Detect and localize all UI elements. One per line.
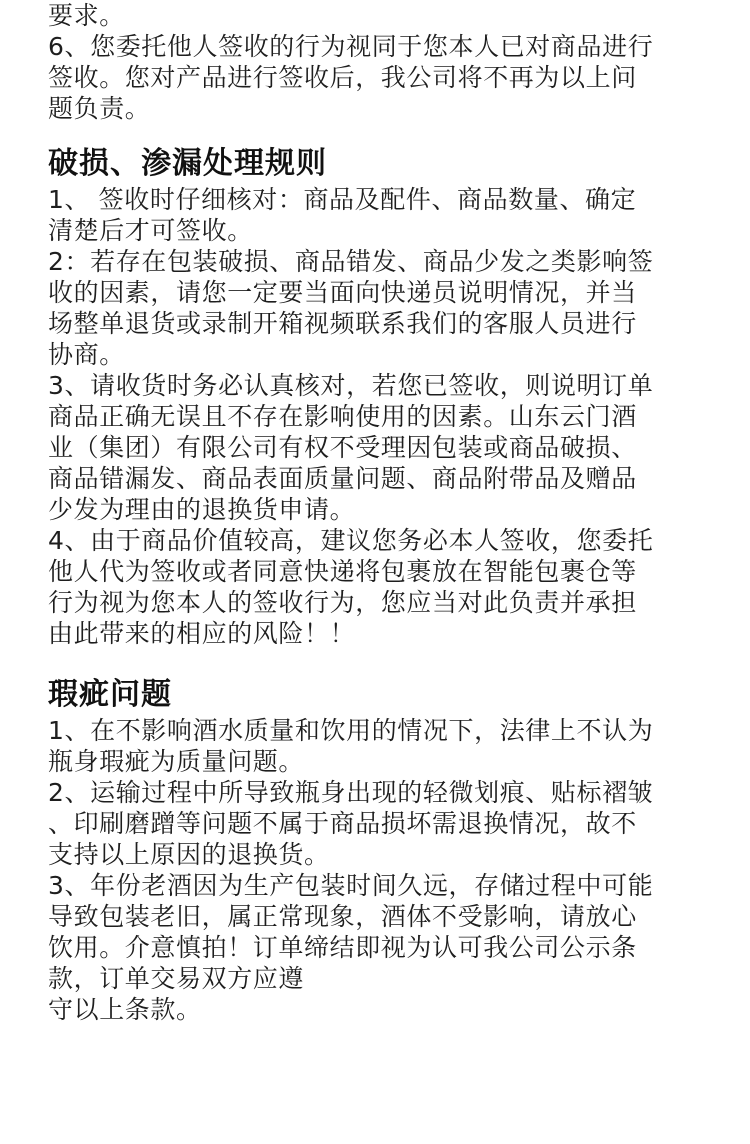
damage-line: 他人代为签收或者同意快递将包裹放在智能包裹仓等: [48, 557, 637, 586]
policy-document: [48, 0, 738, 1025]
intro-line: 题负责。: [48, 94, 151, 123]
flaw-line: 3、年份老酒因为生产包装时间久远，存储过程中可能: [48, 871, 654, 900]
flaw-line: 2、运输过程中所导致瓶身出现的轻微划痕、贴标褶皱: [48, 778, 654, 807]
intro-line: 要求。: [48, 1, 125, 30]
damage-line: 少发为理由的退换货申请。: [48, 495, 356, 524]
damage-line: 清楚后才可签收。: [48, 216, 253, 245]
damage-line: 场整单退货或录制开箱视频联系我们的客服人员进行: [48, 309, 637, 338]
damage-line: 商品正确无误且不存在影响使用的因素。山东云门酒: [48, 402, 637, 431]
damage-line: 由此带来的相应的风险！！: [48, 619, 356, 648]
intro-line: 6、您委托他人签收的行为视同于您本人已对商品进行: [48, 32, 654, 61]
damage-line: 行为视为您本人的签收行为，您应当对此负责并承担: [48, 588, 637, 617]
damage-line: 协商。: [48, 340, 125, 369]
damage-section: [48, 144, 738, 649]
flaw-section-title: 瑕疵问题: [48, 677, 172, 712]
damage-line: 2：若存在包装破损、商品错发、商品少发之类影响签: [48, 247, 654, 276]
flaw-line: 导致包装老旧，属正常现象，酒体不受影响，请放心: [48, 902, 637, 931]
intro-line: 签收。您对产品进行签收后，我公司将不再为以上问: [48, 63, 637, 92]
flaw-line: 1、在不影响酒水质量和饮用的情况下，法律上不认为: [48, 716, 654, 745]
flaw-section: [48, 675, 738, 1025]
damage-section-title: 破损、渗漏处理规则: [48, 146, 327, 181]
damage-line: 3、请收货时务必认真核对，若您已签收，则说明订单: [48, 371, 654, 400]
damage-line: 4、由于商品价值较高，建议您务必本人签收，您委托: [48, 526, 654, 555]
intro-block: [48, 0, 738, 124]
flaw-line: 饮用。介意慎拍！订单缔结即视为认可我公司公示条: [48, 933, 637, 962]
flaw-line: 支持以上原因的退换货。: [48, 840, 330, 869]
damage-line: 1、 签收时仔细核对：商品及配件、商品数量、确定: [48, 185, 637, 214]
damage-line: 收的因素，请您一定要当面向快递员说明情况，并当: [48, 278, 637, 307]
flaw-line: 瓶身瑕疵为质量问题。: [48, 747, 305, 776]
damage-line: 商品错漏发、商品表面质量问题、商品附带品及赠品: [48, 464, 637, 493]
flaw-line: 守以上条款。: [48, 995, 202, 1024]
flaw-line: 、印刷磨蹭等问题不属于商品损坏需退换情况，故不: [48, 809, 637, 838]
flaw-line: 款，订单交易双方应遵: [48, 964, 305, 993]
damage-line: 业（集团）有限公司有权不受理因包装或商品破损、: [48, 433, 637, 462]
